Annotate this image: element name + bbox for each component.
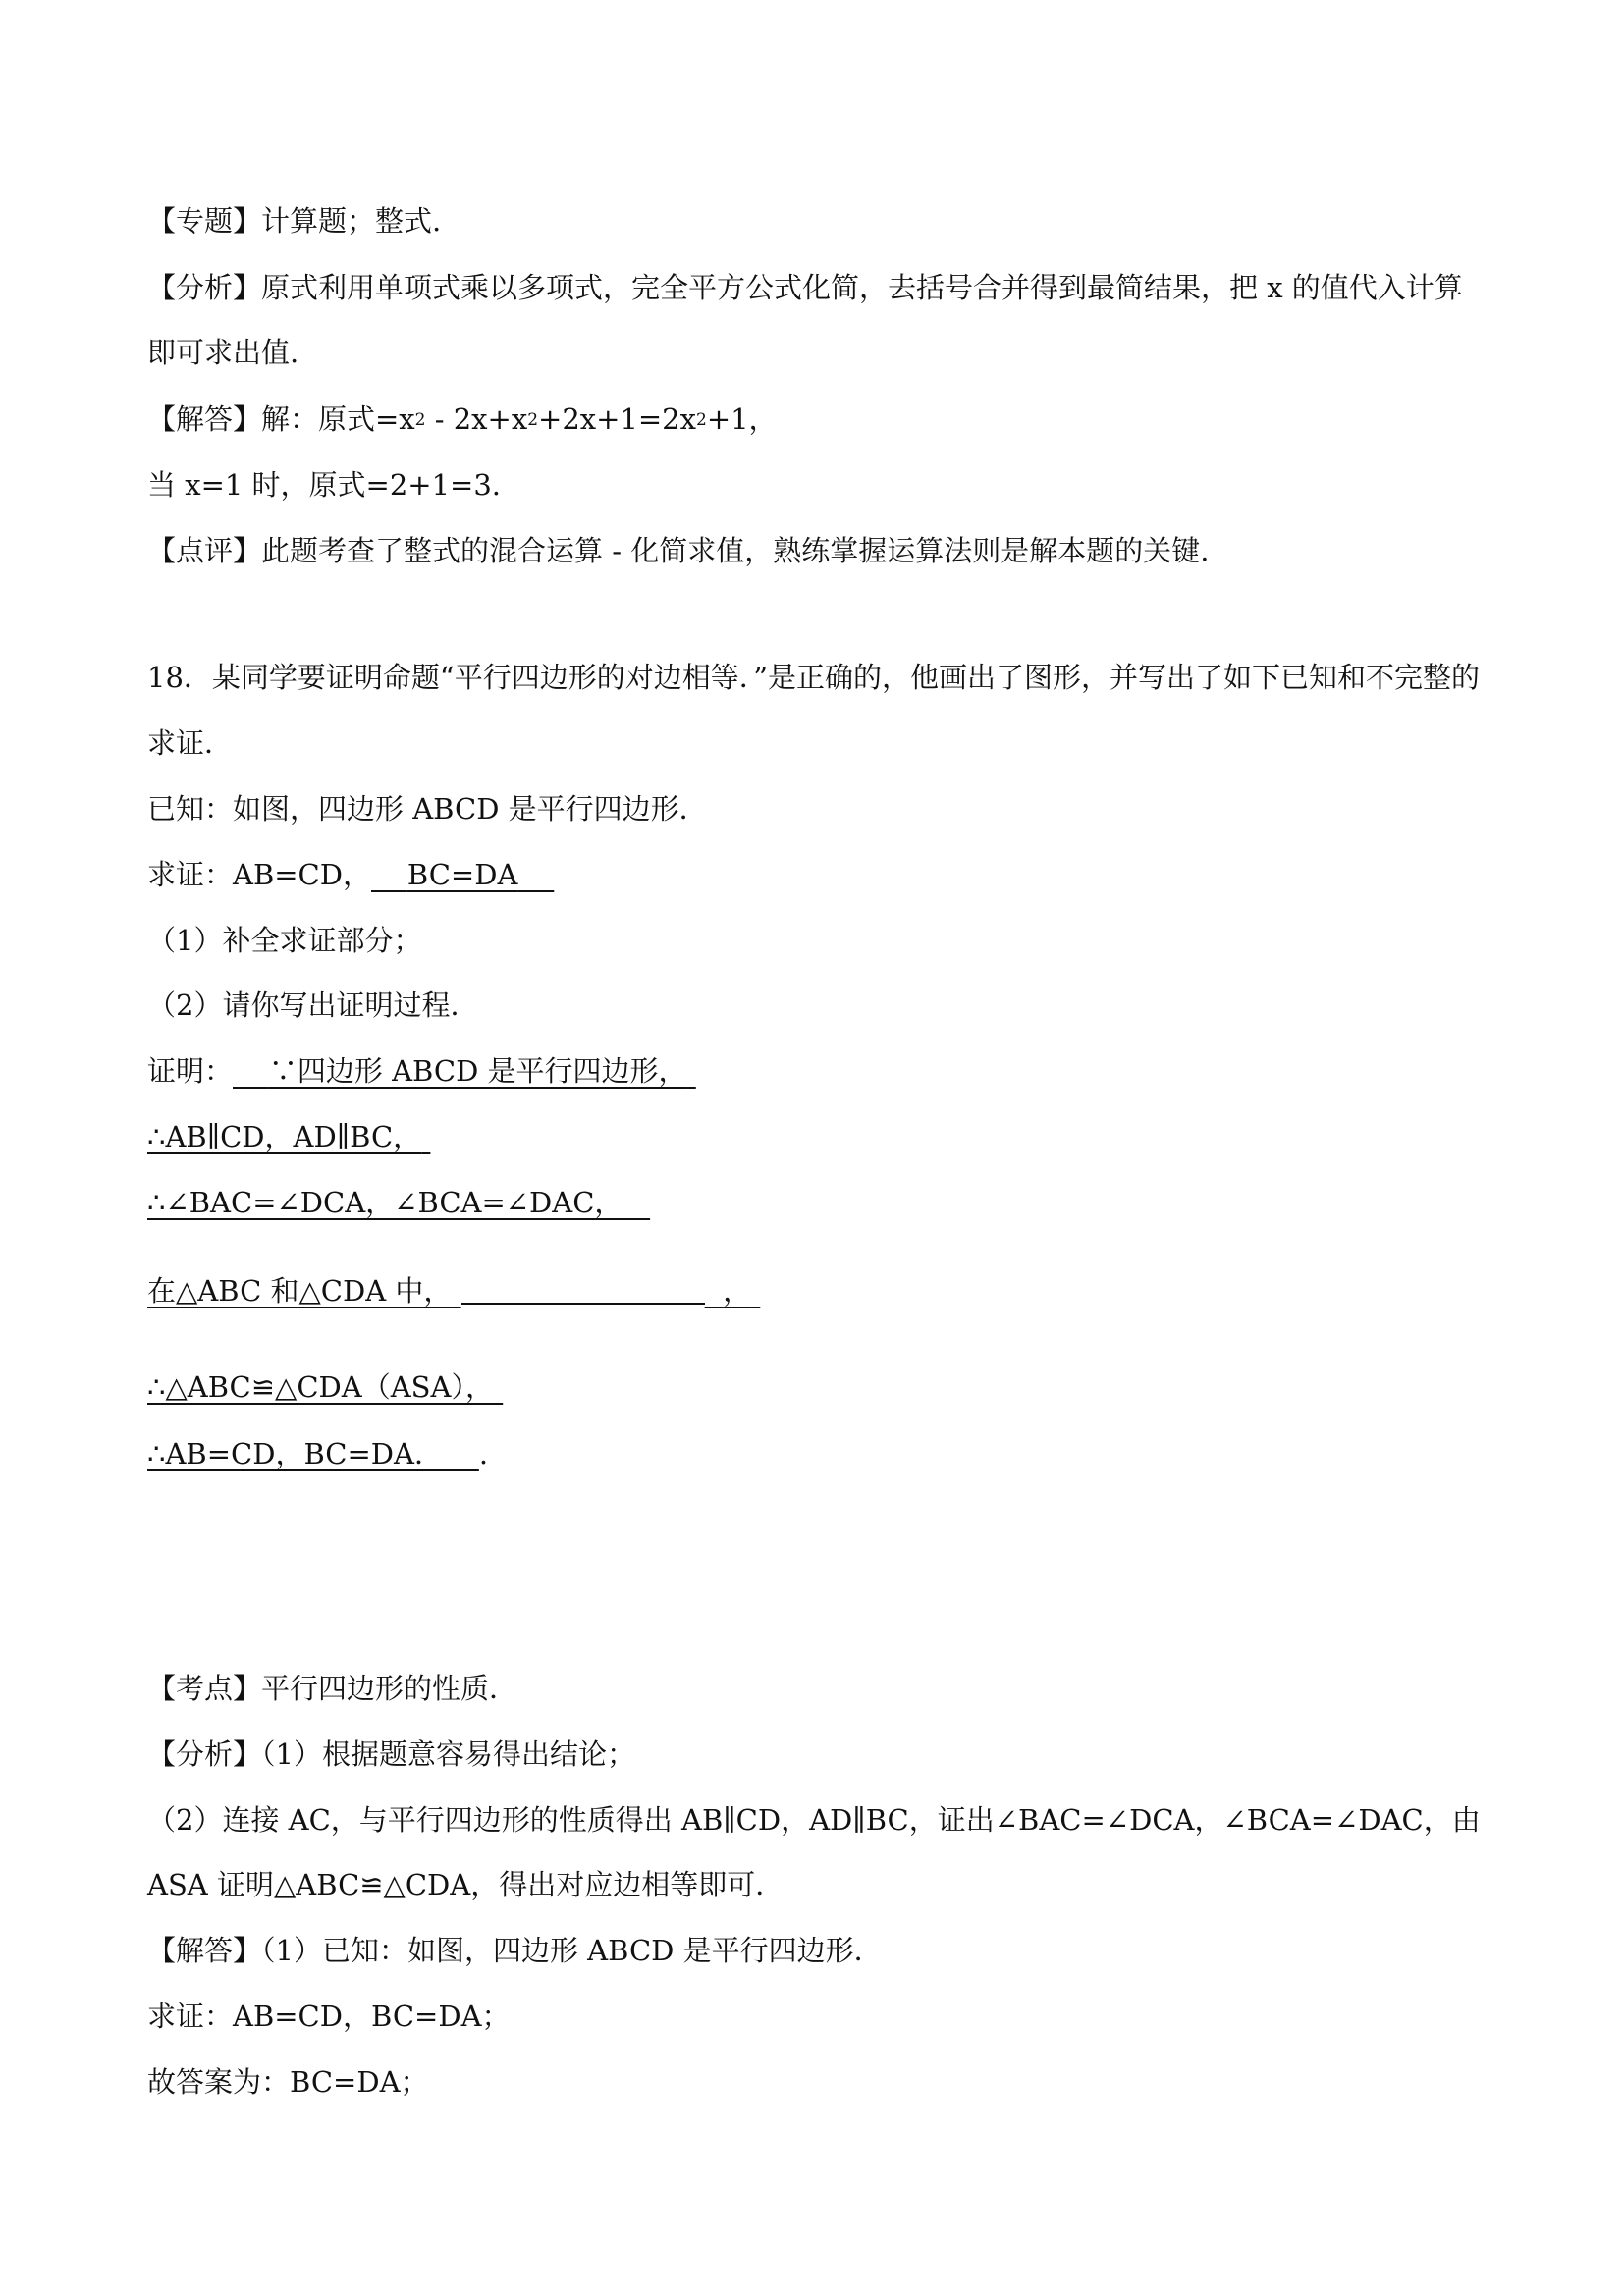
solution-analysis-1: 【分析】（1）根据题意容易得出结论；	[147, 1737, 635, 1771]
analysis-line-1: 【分析】原式利用单项式乘以多项式，完全平方公式化简，去括号合并得到最简结果，把 x 的值代入计算	[147, 271, 1463, 304]
exponent: 2	[695, 410, 707, 430]
solution-analysis-2-line-2: ASA 证明△ABC≌△CDA，得出对应边相等即可．	[147, 1868, 785, 1901]
topic-line: 【专题】计算题；整式.	[147, 204, 442, 238]
proof-prefix: 证明：	[147, 1054, 234, 1088]
proof-step-1	[233, 1054, 696, 1088]
solution-analysis-2-line-1: （2）连接 AC，与平行四边形的性质得出 AB∥CD，AD∥BC，证出∠BAC=∠DCA，∠BCA=∠DAC，由	[147, 1803, 1481, 1837]
answer-mid-1: - 2x+x	[425, 402, 528, 436]
prove-line	[147, 855, 554, 894]
part-2-line: （2）请你写出证明过程．	[147, 988, 479, 1022]
proof-line-3	[147, 1183, 650, 1222]
proof-line-2	[147, 1117, 430, 1156]
proof-step-2-text: ∴AB∥CD，AD∥BC，	[147, 1120, 422, 1153]
answer-suffix: +1，	[706, 402, 778, 436]
answer-mid-2: +2x+1=2x	[538, 402, 696, 436]
exponent: 2	[414, 410, 426, 430]
proof-step-3	[147, 1186, 650, 1219]
proof-step-5-text: ∴△ABC≌△CDA（ASA），	[147, 1370, 494, 1404]
solution-answer-3: 故答案为：BC=DA；	[147, 2065, 429, 2099]
proof-step-5	[147, 1370, 503, 1404]
part-1-line: （1）补全求证部分；	[147, 924, 422, 957]
proof-line-6	[147, 1434, 488, 1473]
proof-step-4-suffix: ，	[723, 1274, 752, 1308]
proof-step-6	[147, 1437, 479, 1470]
given-line: 已知：如图，四边形 ABCD 是平行四边形．	[147, 792, 708, 826]
solution-answer-1: 【解答】（1）已知：如图，四边形 ABCD 是平行四边形．	[147, 1934, 883, 1967]
prove-fill-text: BC=DA	[406, 858, 518, 891]
proof-blank	[461, 1273, 705, 1305]
proof-step-3-text: ∴∠BAC=∠DCA，∠BCA=∠DAC，	[147, 1186, 623, 1219]
proof-line-1	[147, 1051, 696, 1091]
question-18-stem-line-2: 求证．	[147, 726, 234, 760]
exponent: 2	[527, 410, 539, 430]
answer-evaluation-line: 当 x=1 时，原式=2+1=3.	[147, 468, 502, 502]
prove-fill-answer	[371, 858, 554, 891]
proof-step-2	[147, 1120, 430, 1153]
prove-prefix: 求证：AB=CD，	[147, 858, 371, 891]
proof-line-4	[147, 1271, 760, 1310]
solution-answer-2: 求证：AB=CD，BC=DA；	[147, 2000, 511, 2033]
question-18-stem-line-1: 18．某同学要证明命题“平行四边形的对边相等．”是正确的，他画出了图形，并写出了如下已知和不完整的	[147, 661, 1481, 694]
proof-step-1-text: ∵四边形 ABCD 是平行四边形，	[268, 1054, 687, 1088]
answer-prefix: 【解答】解：原式=x	[147, 402, 415, 436]
proof-step-4	[147, 1274, 760, 1308]
proof-line-5	[147, 1367, 503, 1407]
review-line: 【点评】此题考查了整式的混合运算 - 化简求值，熟练掌握运算法则是解本题的关键.	[147, 534, 1210, 567]
proof-step-6-text: ∴AB=CD，BC=DA．	[147, 1437, 443, 1470]
answer-formula-line	[147, 400, 778, 444]
proof-step-6-end: .	[478, 1437, 489, 1470]
kaodian-line: 【考点】平行四边形的性质．	[147, 1672, 518, 1705]
analysis-line-2: 即可求出值.	[147, 336, 299, 369]
proof-step-4-text: 在△ABC 和△CDA 中，	[147, 1274, 453, 1308]
